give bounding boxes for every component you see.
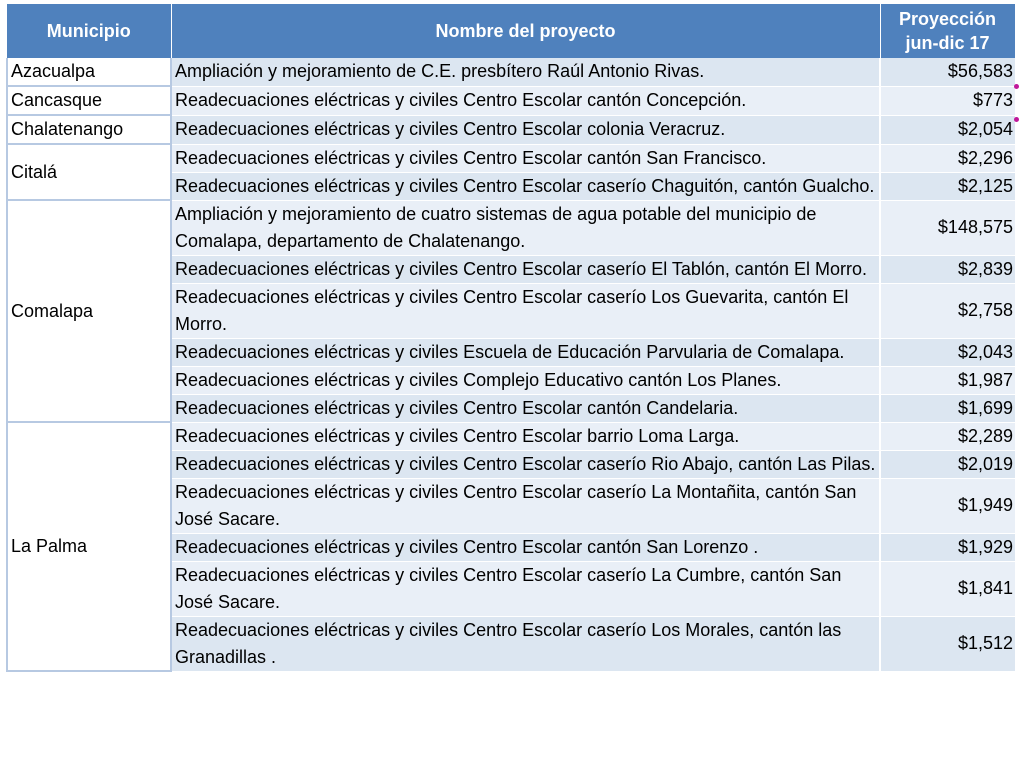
proyecto-cell: Readecuaciones eléctricas y civiles Centro Escolar cantón Concepción. bbox=[171, 86, 880, 115]
proyeccion-cell: $1,949 bbox=[880, 478, 1015, 533]
proyecto-cell: Readecuaciones eléctricas y civiles Centro Escolar caserío Los Guevarita, cantón El Morro. bbox=[171, 283, 880, 338]
proyecto-cell: Readecuaciones eléctricas y civiles Centro Escolar caserío Los Morales, cantón las Granadillas . bbox=[171, 616, 880, 671]
proyeccion-cell: $2,758 bbox=[880, 283, 1015, 338]
proyecto-cell: Readecuaciones eléctricas y civiles Centro Escolar cantón San Francisco. bbox=[171, 144, 880, 172]
proyeccion-cell: $1,841 bbox=[880, 561, 1015, 616]
table-row bbox=[7, 58, 1015, 86]
proyeccion-cell: $2,043 bbox=[880, 338, 1015, 366]
proyecto-cell: Readecuaciones eléctricas y civiles Centro Escolar colonia Veracruz. bbox=[171, 115, 880, 144]
proyecto-cell: Ampliación y mejoramiento de cuatro sistemas de agua potable del municipio de Comalapa, departamento de Chalatenango. bbox=[171, 200, 880, 255]
proyeccion-cell: $2,019 bbox=[880, 450, 1015, 478]
proyeccion-cell: $2,125 bbox=[880, 172, 1015, 200]
table-row bbox=[7, 200, 1015, 255]
header-proyeccion: Proyección jun-dic 17 bbox=[880, 4, 1015, 58]
table-row bbox=[7, 422, 1015, 450]
proyecto-cell: Readecuaciones eléctricas y civiles Centro Escolar cantón Candelaria. bbox=[171, 394, 880, 422]
table-row bbox=[7, 115, 1015, 144]
proyecto-cell: Readecuaciones eléctricas y civiles Centro Escolar caserío La Cumbre, cantón San José Sacare. bbox=[171, 561, 880, 616]
municipio-cell: Cancasque bbox=[7, 86, 171, 115]
bullet-dot bbox=[1014, 84, 1019, 89]
table-body bbox=[7, 58, 1015, 671]
proyecto-cell: Readecuaciones eléctricas y civiles Centro Escolar cantón San Lorenzo . bbox=[171, 533, 880, 561]
proyecto-cell: Readecuaciones eléctricas y civiles Centro Escolar caserío El Tablón, cantón El Morro. bbox=[171, 255, 880, 283]
proyeccion-cell: $1,987 bbox=[880, 366, 1015, 394]
proyeccion-cell: $2,296 bbox=[880, 144, 1015, 172]
proyecto-cell: Readecuaciones eléctricas y civiles Complejo Educativo cantón Los Planes. bbox=[171, 366, 880, 394]
table-header bbox=[7, 4, 1015, 58]
bullet-dot bbox=[1014, 117, 1019, 122]
proyeccion-cell: $148,575 bbox=[880, 200, 1015, 255]
proyeccion-cell: $1,512 bbox=[880, 616, 1015, 671]
proyecto-cell: Readecuaciones eléctricas y civiles Centro Escolar caserío La Montañita, cantón San José Sacare. bbox=[171, 478, 880, 533]
municipio-cell: Comalapa bbox=[7, 200, 171, 422]
proyeccion-cell: $2,289 bbox=[880, 422, 1015, 450]
proyeccion-cell: $773 bbox=[880, 86, 1015, 115]
proyeccion-cell: $1,699 bbox=[880, 394, 1015, 422]
table-row bbox=[7, 144, 1015, 172]
proyeccion-cell: $2,839 bbox=[880, 255, 1015, 283]
municipio-cell: Chalatenango bbox=[7, 115, 171, 144]
projects-table bbox=[6, 4, 1016, 672]
proyeccion-cell: $56,583 bbox=[880, 58, 1015, 86]
municipio-cell: Citalá bbox=[7, 144, 171, 200]
proyecto-cell: Readecuaciones eléctricas y civiles Centro Escolar caserío Rio Abajo, cantón Las Pilas. bbox=[171, 450, 880, 478]
table-row bbox=[7, 86, 1015, 115]
proyecto-cell: Readecuaciones eléctricas y civiles Centro Escolar caserío Chaguitón, cantón Gualcho. bbox=[171, 172, 880, 200]
proyeccion-cell: $1,929 bbox=[880, 533, 1015, 561]
header-proyecto: Nombre del proyecto bbox=[171, 4, 880, 58]
header-municipio: Municipio bbox=[7, 4, 171, 58]
municipio-cell: La Palma bbox=[7, 422, 171, 671]
proyecto-cell: Readecuaciones eléctricas y civiles Centro Escolar barrio Loma Larga. bbox=[171, 422, 880, 450]
municipio-cell: Azacualpa bbox=[7, 58, 171, 86]
proyecto-cell: Readecuaciones eléctricas y civiles Escuela de Educación Parvularia de Comalapa. bbox=[171, 338, 880, 366]
proyecto-cell: Ampliación y mejoramiento de C.E. presbítero Raúl Antonio Rivas. bbox=[171, 58, 880, 86]
proyeccion-cell: $2,054 bbox=[880, 115, 1015, 144]
